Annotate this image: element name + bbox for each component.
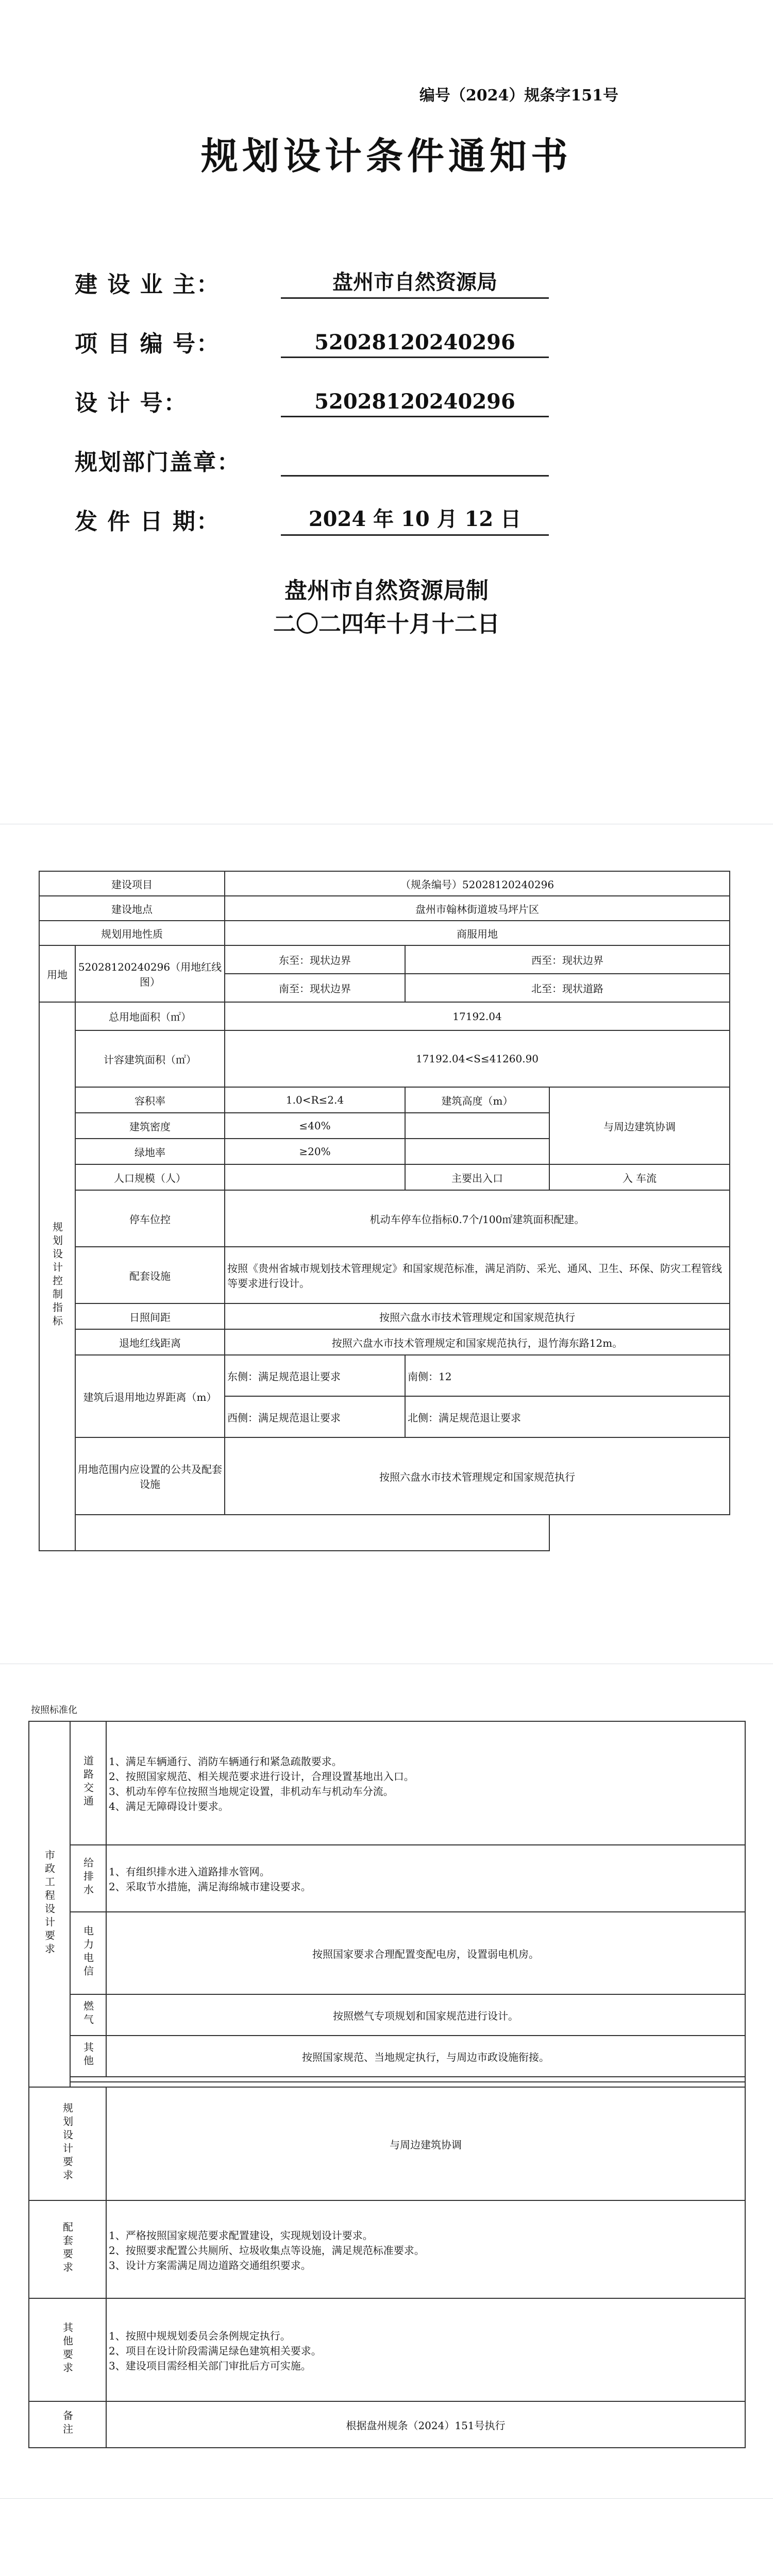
notes-page xyxy=(0,2499,773,2576)
cell-blank xyxy=(75,1515,549,1551)
cell-label: 建筑密度 xyxy=(75,1113,225,1139)
boundary-north: 北至：现状道路 xyxy=(405,974,730,1002)
cell-label: 建筑后退用地边界距离（m） xyxy=(75,1355,225,1437)
cell-value: （规条编号）52028120240296 xyxy=(225,871,730,896)
section-title: 给排水 xyxy=(70,1845,106,1912)
cell-value: ≤40% xyxy=(225,1113,405,1139)
cell-label: 日照间距 xyxy=(75,1303,225,1329)
requirements-table xyxy=(28,1721,746,2448)
cell-label: 人口规模（人） xyxy=(75,1164,225,1190)
cell-label: 停车位控 xyxy=(75,1190,225,1247)
section-title: 道路交通 xyxy=(70,1721,106,1845)
cell-value: 按照六盘水市技术管理规定和国家规范执行，退竹海东路12m。 xyxy=(225,1329,730,1355)
field-seal xyxy=(75,440,549,477)
section-body: 按照燃气专项规划和国家规范进行设计。 xyxy=(106,1994,745,2036)
field-label: 规划部门盖章： xyxy=(75,449,241,476)
section-title: 其他 xyxy=(70,2036,106,2077)
boundary-east: 东至：现状边界 xyxy=(225,945,405,974)
side-header: 市政工程设计要求 xyxy=(29,1721,70,2087)
cell-value: 西侧：满足规范退让要求 xyxy=(225,1396,405,1437)
field-project-number xyxy=(75,322,549,358)
cell-value: ≥20% xyxy=(225,1139,405,1164)
cell-label: 规划用地性质 xyxy=(39,921,225,945)
cell-value: 南侧：12 xyxy=(405,1355,730,1396)
section-body: 1、严格按照国家规范要求配置建设，实现规划设计要求。 2、按照要求配置公共厕所、垃圾收集点等设施，满足规范标准要求。 3、设计方案需满足周边道路交通组织要求。 xyxy=(106,2200,745,2298)
cell-label: 退地红线距离 xyxy=(75,1329,225,1355)
cell-value: 17192.04<S≤41260.90 xyxy=(225,1030,730,1087)
issuer-name: 盘州市自然资源局制 xyxy=(284,578,489,604)
field-value: 2024 年 10 月 12 日 xyxy=(281,503,549,536)
section-title: 燃气 xyxy=(70,1994,106,2036)
conditions-table-page xyxy=(0,824,773,1664)
section-body: 根据盘州规条（2024）151号执行 xyxy=(106,2401,745,2448)
cell-value xyxy=(405,1113,549,1139)
cell-value: 入 车流 xyxy=(549,1164,730,1190)
cell-label: 总用地面积（㎡） xyxy=(75,1002,225,1030)
requirements-page xyxy=(0,1664,773,2499)
boundary-west: 西至：现状边界 xyxy=(405,945,730,974)
cell-label: 计容建筑面积（㎡） xyxy=(75,1030,225,1087)
document-title: 规划设计条件通知书 xyxy=(200,134,572,178)
cell-value: 机动车停车位指标0.7个/100㎡建筑面积配建。 xyxy=(225,1190,730,1247)
cell-label: 绿地率 xyxy=(75,1139,225,1164)
cell-value: 按照《贵州省城市规划技术管理规定》和国家规范标准，满足消防、采光、通风、卫生、环保、防灾工程管线等要求进行设计。 xyxy=(225,1247,730,1303)
document-number: 编号（2024）规条字151号 xyxy=(419,87,618,105)
cell-value xyxy=(225,1164,405,1190)
cell-label: 主要出入口 xyxy=(405,1164,549,1190)
cell-label: 用地范围内应设置的公共及配套设施 xyxy=(75,1437,225,1515)
cell-value: 盘州市翰林街道坡马坪片区 xyxy=(225,896,730,921)
field-label: 设 计 号： xyxy=(75,390,188,416)
boundary-south: 南至：现状边界 xyxy=(225,974,405,1002)
side-header: 备注 xyxy=(29,2401,106,2448)
field-value: 盘州市自然资源局 xyxy=(281,266,549,299)
field-owner xyxy=(75,263,549,299)
side-header: 规划设计要求 xyxy=(29,2087,106,2200)
cell-value: 商服用地 xyxy=(225,921,730,945)
field-label: 项 目 编 号： xyxy=(75,331,220,357)
side-header: 其他要求 xyxy=(29,2298,106,2401)
cell-label: 建筑高度（m） xyxy=(405,1087,549,1113)
cell-value: 按照六盘水市技术管理规定和国家规范执行 xyxy=(225,1303,730,1329)
field-issue-date xyxy=(75,500,549,536)
section-body: 与周边建筑协调 xyxy=(106,2087,745,2200)
section-body: 1、按照中规规划委员会条例规定执行。 2、项目在设计阶段需满足绿色建筑相关要求。 3、建设项目需经相关部门审批后方可实施。 xyxy=(106,2298,745,2401)
issuer-date: 二〇二四年十月十二日 xyxy=(273,611,500,637)
cell-label: 建设项目 xyxy=(39,871,225,896)
section-body: 按照国家规范、当地规定执行，与周边市政设施衔接。 xyxy=(106,2036,745,2077)
page-tag: 按照标准化 xyxy=(31,1705,77,1716)
cover-page xyxy=(0,0,773,824)
section-body: 1、满足车辆通行、消防车辆通行和紧急疏散要求。 2、按照国家规范、相关规范要求进行设计，合理设置基地出入口。 3、机动车停车位按照当地规定设置，非机动车与机动车分流。 4、满足无障碍设计要求。 xyxy=(106,1721,745,1845)
field-label: 建 设 业 主： xyxy=(75,272,220,298)
cell-label: 建设地点 xyxy=(39,896,225,921)
side-header: 配套要求 xyxy=(29,2200,106,2298)
cell-blank xyxy=(70,2077,745,2082)
cell-label: 用地 xyxy=(39,945,75,1002)
field-value: 52028120240296 xyxy=(281,330,549,358)
cell-value: 东侧：满足规范退让要求 xyxy=(225,1355,405,1396)
cell-label: 容积率 xyxy=(75,1087,225,1113)
cell-value: 17192.04 xyxy=(225,1002,730,1030)
section-body: 1、有组织排水进入道路排水管网。 2、采取节水措施，满足海绵城市建设要求。 xyxy=(106,1845,745,1912)
cell-blank xyxy=(70,2082,745,2087)
cell-value: 按照六盘水市技术管理规定和国家规范执行 xyxy=(225,1437,730,1515)
section-title: 电力电信 xyxy=(70,1912,106,1994)
cell-value: 1.0<R≤2.4 xyxy=(225,1087,405,1113)
cell-value: 与周边建筑协调 xyxy=(549,1087,730,1164)
field-value: 52028120240296 xyxy=(281,389,549,417)
field-design-number xyxy=(75,381,549,417)
section-body: 按照国家要求合理配置变配电房，设置弱电机房。 xyxy=(106,1912,745,1994)
conditions-table xyxy=(39,871,730,1551)
field-value xyxy=(281,473,549,477)
cell-value xyxy=(405,1139,549,1164)
cell-value: 北侧：满足规范退让要求 xyxy=(405,1396,730,1437)
cell-label: 配套设施 xyxy=(75,1247,225,1303)
field-label: 发 件 日 期： xyxy=(75,509,220,535)
cell-value: 52028120240296（用地红线图） xyxy=(75,945,225,1002)
side-header: 规划设计控制指标 xyxy=(39,1002,75,1551)
